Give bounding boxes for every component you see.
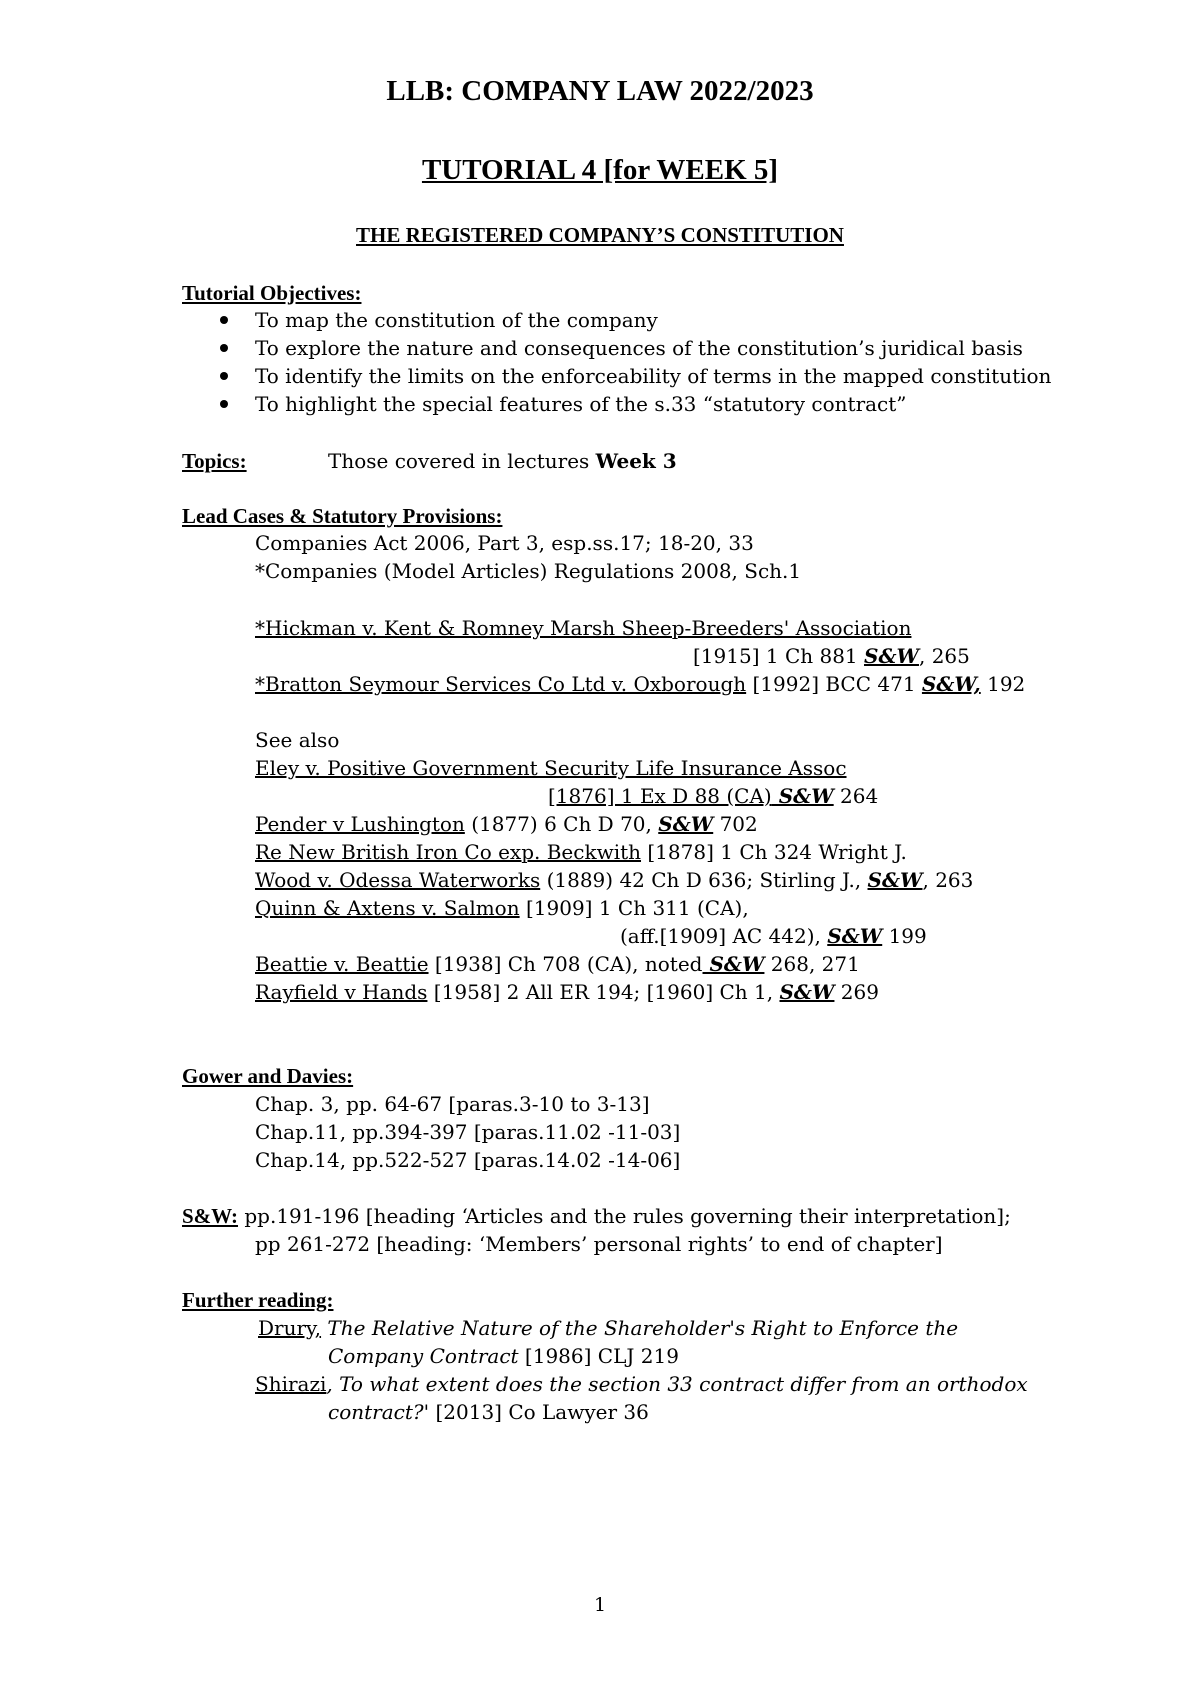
objective-item: To map the constitution of the company: [255, 308, 658, 332]
article-title: The Relative Nature of the Shareholder's Right to Enforce the: [321, 1316, 959, 1340]
reading-drury: [258, 1318, 958, 1338]
gower-reading-line: Chap. 3, pp. 64-67 [paras.3-10 to 3-13]: [255, 1092, 650, 1116]
page-reference: 268, 271: [764, 952, 860, 976]
citation-text: (1889) 42 Ch D 636; Stirling J.,: [540, 868, 868, 892]
case-pender: [255, 814, 758, 834]
case-name: Re New British Iron Co exp. Beckwith: [255, 840, 642, 864]
further-reading-heading: Further reading:: [182, 1288, 334, 1312]
objectives-heading: Tutorial Objectives:: [182, 281, 362, 305]
topics-text: [328, 451, 677, 471]
gower-reading-line: Chap.14, pp.522-527 [paras.14.02 -14-06]: [255, 1148, 681, 1172]
reading-drury-cont: [328, 1346, 679, 1366]
bullet-icon: [220, 344, 228, 352]
objective-item: To explore the nature and consequences of the constitution’s juridical basis: [255, 336, 1023, 360]
see-also-label: See also: [255, 728, 340, 752]
citation-text: [1878] 1 Ch 324 Wright J.: [641, 840, 907, 864]
sw-reference: S&W: [658, 812, 714, 836]
case-name: *Bratton Seymour Services Co Ltd v. Oxborough: [255, 672, 747, 696]
document-title: LLB: COMPANY LAW 2022/2023: [386, 75, 814, 107]
citation-text: [1992] BCC 471: [746, 672, 922, 696]
citation-text: (aff.[1909] AC 442),: [620, 924, 828, 948]
case-wood: [255, 870, 973, 890]
case-quinn-affirmed: [620, 926, 927, 946]
case-name: Quinn & Axtens v. Salmon: [255, 896, 520, 920]
case-hickman-citation: [693, 646, 970, 666]
case-bratton: [255, 674, 1025, 694]
bullet-icon: [220, 316, 228, 324]
article-title: contract?': [328, 1400, 430, 1424]
sw-reference: S&W: [827, 924, 883, 948]
bullet-icon: [220, 372, 228, 380]
gower-reading-line: Chap.11, pp.394-397 [paras.11.02 -11-03]: [255, 1120, 681, 1144]
citation-text: [1986] CLJ 219: [518, 1344, 679, 1368]
case-beckwith: [255, 842, 907, 862]
sw-reading-text: pp.191-196 [heading ‘Articles and the rules governing their interpretation];: [238, 1204, 1011, 1228]
sw-reference: S&W: [864, 644, 919, 668]
citation-text: [1876] 1 Ex D 88 (CA): [548, 784, 772, 808]
topics-text-plain: Those covered in lectures: [328, 449, 596, 473]
citation-text: [1909] 1 Ch 311 (CA),: [519, 896, 749, 920]
case-quinn: [255, 898, 749, 918]
sw-reading-line2: pp 261-272 [heading: ‘Members’ personal rights’ to end of chapter]: [255, 1232, 943, 1256]
article-title: , To what extent does the section 33 contract differ from an orthodox: [326, 1372, 1028, 1396]
case-name: Pender v Lushington: [255, 812, 465, 836]
case-eley-citation: [548, 786, 878, 806]
reading-shirazi-cont: [328, 1402, 649, 1422]
citation-text: (1877) 6 Ch D 70,: [464, 812, 659, 836]
tutorial-heading: TUTORIAL 4 [for WEEK 5]: [421, 154, 779, 186]
page-number: 1: [593, 1594, 607, 1616]
case-name: Wood v. Odessa Waterworks: [255, 868, 541, 892]
companies-act-line: Companies Act 2006, Part 3, esp.ss.17; 18-20, 33: [255, 531, 754, 555]
case-name: Rayfield v Hands: [255, 980, 428, 1004]
author-name: Drury,: [258, 1316, 322, 1340]
objective-item: To identify the limits on the enforceability of terms in the mapped constitution: [255, 364, 1052, 388]
sw-reading-line1: [182, 1206, 1011, 1227]
bullet-icon: [220, 400, 228, 408]
page-reference: , 263: [922, 868, 974, 892]
page-reference: 199: [882, 924, 927, 948]
sw-reference: S&W: [702, 952, 765, 976]
lead-cases-heading: Lead Cases & Statutory Provisions:: [182, 504, 503, 528]
sw-heading: S&W:: [182, 1204, 239, 1228]
case-hickman-name: *Hickman v. Kent & Romney Marsh Sheep-Breeders' Association: [255, 616, 912, 640]
model-articles-line: *Companies (Model Articles) Regulations 2008, Sch.1: [255, 559, 802, 583]
gower-davies-heading: Gower and Davies:: [182, 1064, 354, 1088]
citation-text: [2013] Co Lawyer 36: [429, 1400, 649, 1424]
page-reference: 269: [834, 980, 879, 1004]
page-reference: , 265: [918, 644, 970, 668]
page-reference: 264: [833, 784, 879, 808]
page-reference: 192: [980, 672, 1026, 696]
topics-heading: Topics:: [182, 449, 247, 473]
topics-week: Week 3: [595, 449, 677, 473]
reading-shirazi: [255, 1374, 1028, 1394]
case-eley-name: Eley v. Positive Government Security Life Insurance Assoc: [255, 756, 847, 780]
case-beattie: [255, 954, 860, 974]
sw-reference: S&W: [779, 980, 835, 1004]
page-reference: 702: [713, 812, 758, 836]
sw-reference: S&W,: [921, 672, 981, 696]
citation-text: [1958] 2 All ER 194; [1960] Ch 1,: [427, 980, 780, 1004]
article-title: Company Contract: [328, 1344, 519, 1368]
citation-text: [1938] Ch 708 (CA), noted: [428, 952, 703, 976]
section-subtitle: THE REGISTERED COMPANY’S CONSTITUTION: [356, 223, 844, 247]
case-rayfield: [255, 982, 879, 1002]
author-name: Shirazi: [255, 1372, 327, 1396]
case-name: Beattie v. Beattie: [255, 952, 429, 976]
sw-reference: S&W: [867, 868, 923, 892]
objective-item: To highlight the special features of the s.33 “statutory contract”: [255, 392, 907, 416]
citation-text: [1915] 1 Ch 881: [693, 644, 865, 668]
sw-reference: S&W: [771, 784, 834, 808]
